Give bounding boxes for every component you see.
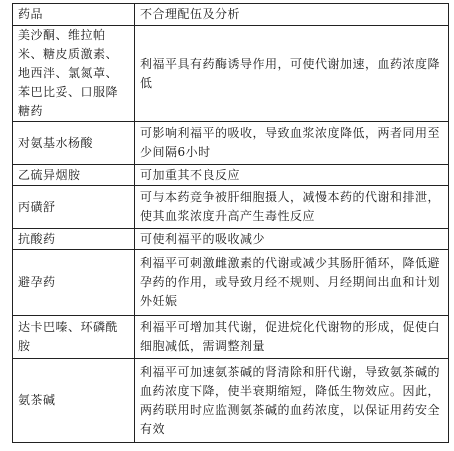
analysis-cell: 可加重其不良反应 (135, 165, 449, 186)
drug-cell: 避孕药 (13, 250, 135, 316)
table-row (13, 316, 449, 359)
analysis-cell: 利福平可增加其代谢，促进烷化代谢物的形成，促使白细胞减低，需调整剂量 (135, 316, 449, 359)
drug-cell: 达卡巴嗪、环磷酰胺 (13, 316, 135, 359)
analysis-cell: 利福平可刺激雌激素的代谢或减少其肠肝循环，降低避孕药的作用，或导致月经不规则、月经期间出血和计划外妊娠 (135, 250, 449, 316)
table-row (13, 186, 449, 229)
header-analysis: 不合理配伍及分析 (135, 4, 449, 26)
table-header-row (13, 4, 449, 26)
drug-cell: 抗酸药 (13, 229, 135, 250)
table-row (13, 250, 449, 316)
analysis-cell: 可与本药竞争被肝细胞摄人，减慢本药的代谢和排泄，使其血浆浓度升高产生毒性反应 (135, 186, 449, 229)
drug-cell: 乙硫异烟胺 (13, 165, 135, 186)
analysis-cell: 可使利福平的吸收减少 (135, 229, 449, 250)
analysis-cell: 可影响利福平的吸收，导致血浆浓度降低，两者同用至少间隔6小时 (135, 122, 449, 165)
drug-cell: 氨茶碱 (13, 359, 135, 443)
header-drug: 药品 (13, 4, 135, 26)
table-row (13, 359, 449, 443)
drug-interaction-table (12, 3, 449, 443)
table-row (13, 122, 449, 165)
drug-cell: 对氨基水杨酸 (13, 122, 135, 165)
document-page (12, 3, 448, 443)
drug-cell: 美沙酮、维拉帕米、糖皮质激素、地西泮、氯氮䓬、苯巴比妥、口服降糖药 (13, 26, 135, 122)
drug-cell: 丙磺舒 (13, 186, 135, 229)
analysis-cell: 利福平具有药酶诱导作用，可使代谢加速，血药浓度降低 (135, 26, 449, 122)
table-row (13, 26, 449, 122)
table-row (13, 229, 449, 250)
analysis-cell: 利福平可加速氨茶碱的肾清除和肝代谢，导致氨茶碱的血药浓度下降，使半衰期缩短，降低生物效应。因此，两药联用时应监测氨茶碱的血药浓度，以保证用药安全有效 (135, 359, 449, 443)
table-row (13, 165, 449, 186)
